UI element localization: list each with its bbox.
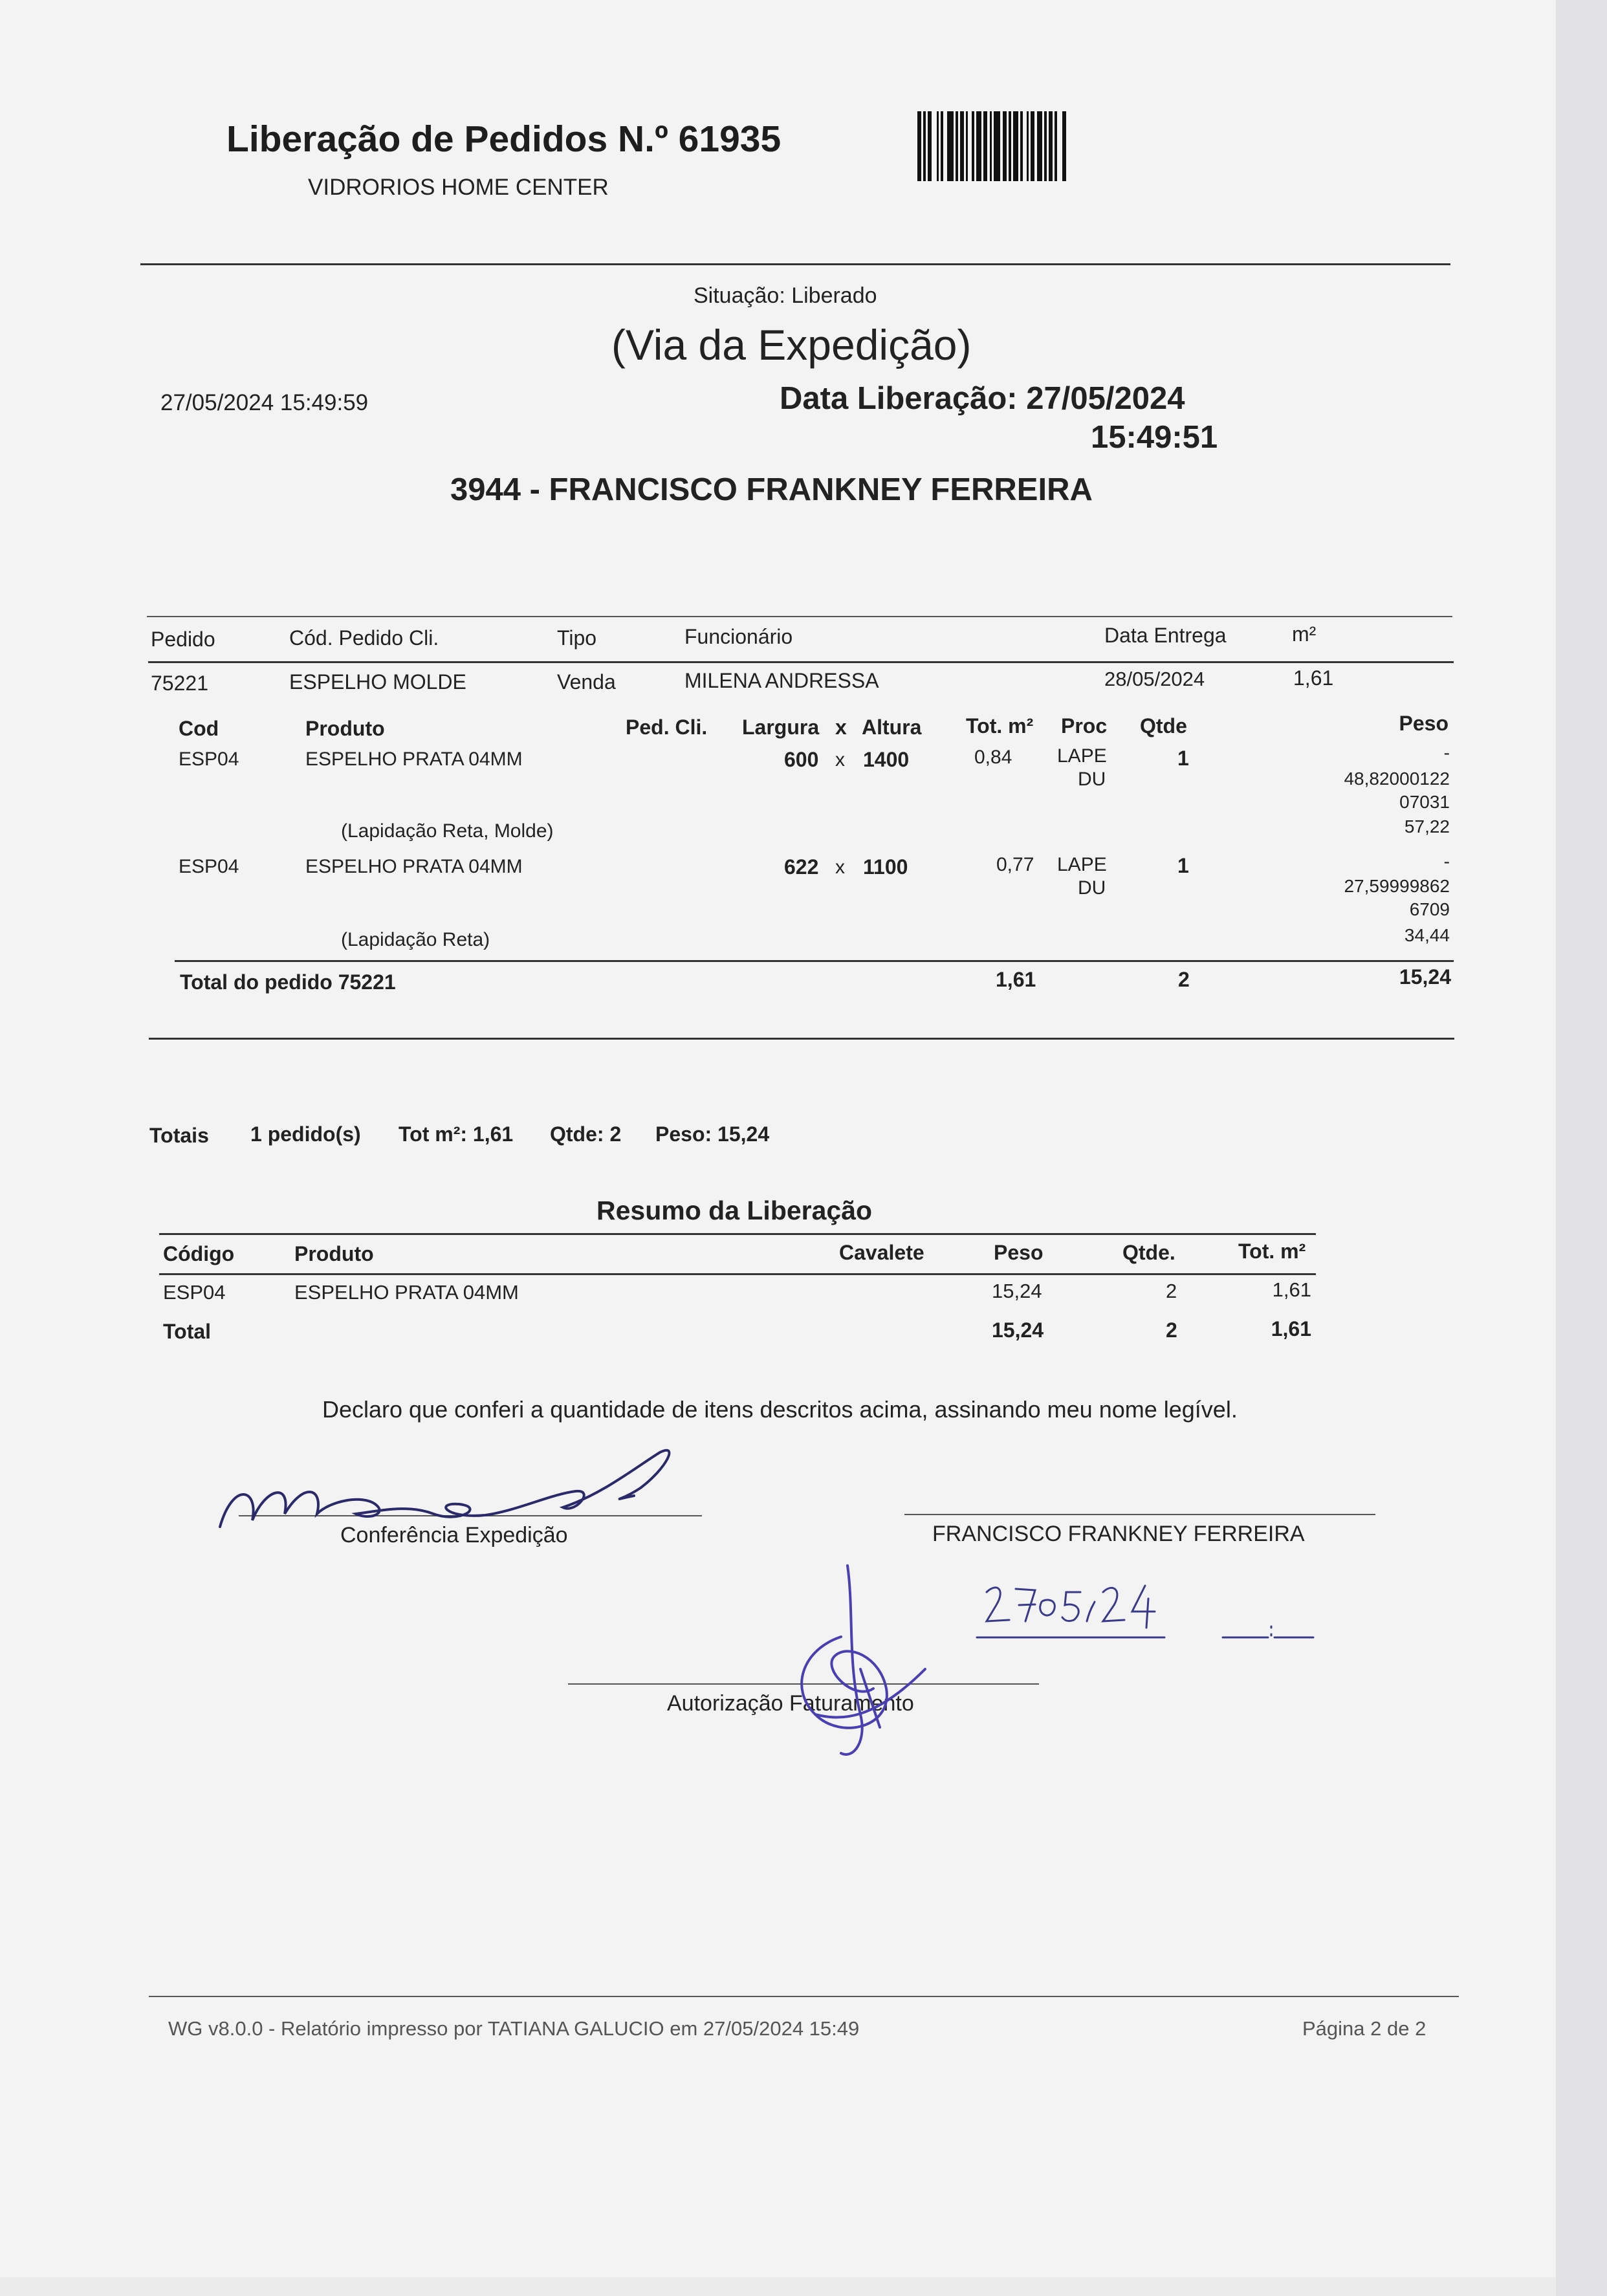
- resumo-total-m2: 1,61: [1271, 1317, 1311, 1340]
- col-tipo: Tipo: [557, 626, 597, 650]
- item-peso-2: 6709: [1409, 899, 1450, 919]
- signature-label-autorizacao: Autorização Faturamento: [667, 1691, 914, 1716]
- item-produto: ESPELHO PRATA 04MM: [305, 749, 523, 770]
- item-peso-2: 07031: [1399, 792, 1450, 812]
- item-cod: ESP04: [179, 856, 239, 877]
- order-cod-cli: ESPELHO MOLDE: [289, 670, 466, 694]
- paper-edge: [1556, 0, 1607, 2296]
- resumo-codigo: ESP04: [163, 1281, 226, 1304]
- item-qtde: 1: [1177, 854, 1189, 877]
- divider: [149, 1996, 1459, 1997]
- item-peso-dash: -: [1443, 851, 1450, 871]
- items-col-cod: Cod: [179, 717, 219, 740]
- items-col-x: x: [835, 716, 847, 739]
- order-pedido: 75221: [151, 672, 208, 695]
- item-peso-1: 27,59999862: [1344, 876, 1450, 896]
- handwritten-signature-conferencia: [213, 1443, 705, 1533]
- report-title: Liberação de Pedidos N.º 61935: [226, 118, 782, 160]
- item-x: x: [835, 749, 845, 771]
- items-col-proc: Proc: [1061, 714, 1108, 738]
- item-largura: 622: [784, 855, 819, 879]
- item-peso-1: 48,82000122: [1344, 769, 1450, 789]
- resumo-col-qtde: Qtde.: [1122, 1241, 1175, 1264]
- divider: [149, 1038, 1454, 1040]
- footer-printed: WG v8.0.0 - Relatório impresso por TATIANA GALUCIO em 27/05/2024 15:49: [168, 2017, 860, 2040]
- divider: [148, 661, 1454, 663]
- totals-pedidos: 1 pedido(s): [250, 1122, 361, 1146]
- item-altura: 1100: [863, 855, 908, 879]
- order-data-entrega: 28/05/2024: [1104, 668, 1205, 690]
- totals-peso: Peso: 15,24: [655, 1122, 770, 1146]
- divider: [159, 1273, 1316, 1275]
- col-cod-pedido-cli: Cód. Pedido Cli.: [289, 626, 439, 650]
- resumo-qtde: 2: [1166, 1280, 1177, 1302]
- resumo-total-peso: 15,24: [992, 1318, 1044, 1342]
- items-col-altura: Altura: [862, 716, 922, 739]
- resumo-produto: ESPELHO PRATA 04MM: [294, 1281, 519, 1304]
- order-total-label: Total do pedido 75221: [180, 970, 396, 994]
- resumo-peso: 15,24: [992, 1280, 1042, 1302]
- items-col-largura: Largura: [742, 716, 820, 739]
- handwritten-date: [970, 1576, 1333, 1647]
- items-col-peso: Peso: [1399, 712, 1448, 735]
- order-total-peso: 15,24: [1399, 965, 1451, 989]
- item-peso-3: 57,22: [1404, 816, 1450, 836]
- signature-label-conferencia: Conferência Expedição: [340, 1523, 568, 1547]
- signature-line-cliente: [904, 1514, 1375, 1515]
- item-produto: ESPELHO PRATA 04MM: [305, 856, 523, 877]
- resumo-col-codigo: Código: [163, 1242, 235, 1265]
- client-name: 3944 - FRANCISCO FRANKNEY FERREIRA: [450, 472, 1093, 507]
- item-largura: 600: [784, 748, 819, 771]
- resumo-col-produto: Produto: [294, 1242, 374, 1265]
- item-obs: (Lapidação Reta): [341, 929, 490, 950]
- divider: [147, 616, 1452, 617]
- totals-m2: Tot m²: 1,61: [399, 1122, 514, 1146]
- order-m2: 1,61: [1293, 666, 1334, 690]
- totals-qtde: Qtde: 2: [550, 1122, 622, 1146]
- declaration-text: Declaro que conferi a quantidade de itens descritos acima, assinando meu nome legível.: [322, 1396, 1238, 1423]
- print-timestamp: 27/05/2024 15:49:59: [160, 390, 369, 415]
- items-col-tot-m2: Tot. m²: [966, 714, 1034, 738]
- divider: [140, 263, 1450, 265]
- item-altura: 1400: [863, 748, 910, 771]
- resumo-col-tot-m2: Tot. m²: [1238, 1240, 1306, 1263]
- resumo-title: Resumo da Liberação: [596, 1196, 873, 1225]
- resumo-col-peso: Peso: [994, 1241, 1044, 1264]
- order-funcionario: MILENA ANDRESSA: [684, 669, 879, 692]
- resumo-tot-m2: 1,61: [1272, 1278, 1311, 1301]
- footer-page: Página 2 de 2: [1302, 2017, 1427, 2040]
- signature-label-cliente: FRANCISCO FRANKNEY FERREIRA: [932, 1522, 1305, 1546]
- item-qtde: 1: [1177, 747, 1189, 770]
- item-proc-2: DU: [1078, 877, 1106, 899]
- items-col-produto: Produto: [305, 717, 385, 740]
- order-tipo: Venda: [557, 670, 616, 694]
- item-tot-m2: 0,84: [974, 747, 1012, 768]
- totals-label: Totais: [149, 1124, 209, 1147]
- item-obs: (Lapidação Reta, Molde): [341, 820, 554, 842]
- company-name: VIDRORIOS HOME CENTER: [308, 175, 609, 200]
- item-proc-2: DU: [1078, 769, 1106, 790]
- item-x: x: [835, 857, 845, 878]
- item-peso-dash: -: [1443, 743, 1450, 763]
- col-m2: m²: [1292, 622, 1317, 646]
- status-text: Situação: Liberado: [694, 283, 877, 308]
- order-total-qtde: 2: [1178, 968, 1190, 991]
- col-data-entrega: Data Entrega: [1104, 624, 1227, 647]
- items-col-qtde: Qtde: [1140, 714, 1187, 738]
- release-time: 15:49:51: [1091, 420, 1218, 455]
- divider: [159, 1233, 1316, 1235]
- order-total-m2: 1,61: [996, 968, 1036, 991]
- col-pedido: Pedido: [151, 628, 215, 651]
- via-label: (Via da Expedição): [611, 321, 972, 369]
- items-col-ped-cli: Ped. Cli.: [626, 716, 708, 739]
- item-peso-3: 34,44: [1404, 925, 1450, 945]
- resumo-col-cavalete: Cavalete: [839, 1241, 924, 1264]
- item-cod: ESP04: [179, 749, 239, 770]
- resumo-total-qtde: 2: [1166, 1318, 1177, 1342]
- item-tot-m2: 0,77: [996, 854, 1034, 875]
- resumo-total-label: Total: [163, 1320, 212, 1343]
- col-funcionario: Funcionário: [684, 625, 793, 648]
- release-date: Data Liberação: 27/05/2024: [780, 381, 1185, 416]
- divider: [175, 960, 1454, 962]
- barcode: [917, 111, 1148, 181]
- handwritten-signature-autorizacao: [776, 1559, 945, 1766]
- item-proc-1: LAPE: [1057, 745, 1107, 767]
- item-proc-1: LAPE: [1057, 854, 1107, 875]
